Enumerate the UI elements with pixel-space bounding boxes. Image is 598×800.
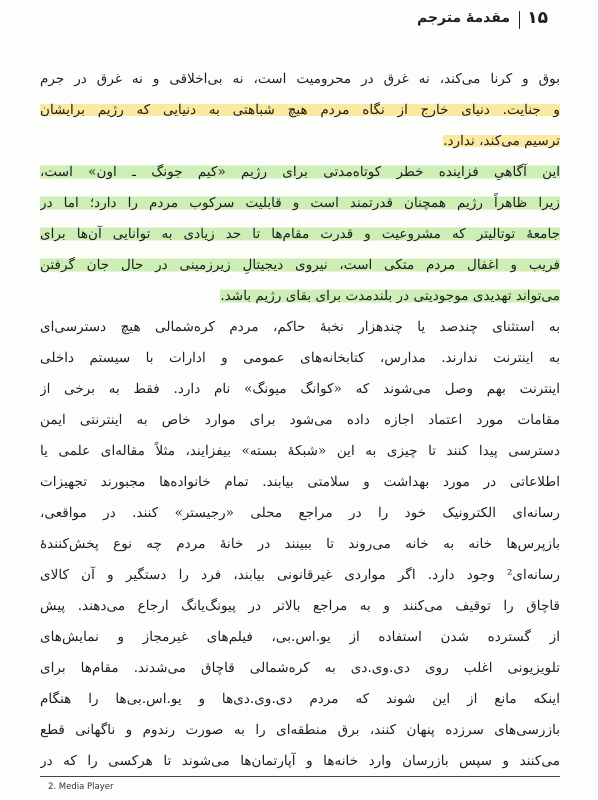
text-line: بوق و کرنا می‌کند، نه غرق در محرومیت است، نه بی‌اخلاقی و نه غرق در جرم	[40, 71, 560, 87]
text-line: بازرسی‌های سرزده پنهان کنند، برق منطقه‌ای را به صورت رندوم و ناگهانی قطع	[40, 722, 560, 738]
page-header	[0, 8, 598, 34]
text-line: اطلاعاتی در مورد بهداشت و سلامتی بیابند. تمام خانواده‌ها مجبورند تجهیزات	[40, 474, 560, 490]
green-highlight: زیرا ظاهراً رژیم همچنان قدرتمند است و قابلیت سرکوب مردم را دارد؛ اما در	[40, 195, 560, 211]
yellow-highlight: ترسیم می‌کند، ندارد.	[443, 133, 560, 149]
footnote-rule	[40, 776, 560, 777]
text-line: بازپرس‌ها خانه به خانه می‌روند تا ببینند در خانهٔ مردم چه نوع پخش‌کنندهٔ	[40, 536, 560, 552]
green-highlight: جامعهٔ توتالیتر که مشروعیت و قدرت مقام‌ها تا حد زیادی به توانایی آن‌ها برای	[40, 226, 560, 242]
text-line	[40, 188, 560, 219]
text-line: اینکه مانع از این شوند که مردم دی.وی.دی‌ها و یو.اس.بی‌ها را هنگام	[40, 691, 560, 707]
text-line	[40, 250, 560, 281]
text-line: مقامات مورد اعتماد اجازه داده می‌شود برای موارد خاص به اینترنتی ایمن	[40, 412, 560, 428]
text-line	[40, 157, 560, 188]
text-line: رسانه‌ای² وجود دارد. اگر مواردی غیرقانونی بیابند، فرد را دستگیر و آن کالای	[40, 567, 560, 583]
text-line: رسانه‌ای الکترونیک خود را در مراجع محلی «رجیستر» کنند. در مواقعی،	[40, 505, 560, 521]
green-highlight: می‌تواند تهدیدی موجودیتی در بلندمدت برای بقای رژیم باشد.	[220, 288, 560, 304]
text-line	[40, 126, 560, 157]
header-separator	[519, 11, 521, 29]
green-highlight: این آگاهیِ فزاینده خطر کوتاه‌مدتی برای رژیم «کیم جونگ ـ اون» است،	[40, 164, 560, 180]
page-number: ۱۵	[527, 8, 548, 28]
text-line: به اینترنت ندارند. مدارس، کتابخانه‌های عمومی و ادارات با سیستم داخلی	[40, 350, 560, 366]
body-text	[40, 64, 560, 777]
text-line	[40, 219, 560, 250]
running-title: مقدمهٔ مترجم	[416, 10, 510, 26]
text-line: می‌کنند و سپس بازرسان وارد خانه‌ها و آپارتمان‌ها می‌شوند تا هرکسی را که در	[40, 753, 560, 769]
text-line: دسترسی پیدا کنند تا چیزی به این «شبکهٔ بسته» بیفزایند، مثلاً مقاله‌ای علمی یا	[40, 443, 560, 459]
footnote: 2. Media Player	[48, 782, 114, 792]
text-line: از گسترده شدن استفاده از یو.اس.بی، فیلم‌های غیرمجاز و نمایش‌های	[40, 629, 560, 645]
text-line: تلویزیونی اغلب روی دی.وی.دی به کره‌شمالی قاچاق می‌شدند. مقام‌ها برای	[40, 660, 560, 676]
text-line	[40, 281, 560, 312]
text-line: قاچاق را توقیف می‌کنند و به مراجع بالاتر در پیونگ‌یانگ ارجاع می‌دهند. پیش	[40, 598, 560, 614]
text-line	[40, 95, 560, 126]
text-line: به استثنای چندصد یا چندهزار نخبهٔ حاکم، مردم کره‌شمالی هیچ دسترسی‌ای	[40, 319, 560, 335]
yellow-highlight: و جنایت. دنیای خارج از نگاه مردم هیچ شباهتی به دنیایی که رژیم برایشان	[40, 102, 560, 118]
text-line: اینترنت بهم وصل می‌شوند که «کوانگ میونگ» نام دارد. فقط به برخی از	[40, 381, 560, 397]
green-highlight: فریب و اغفال مردم متکی است، نیروی دیجیتالِ زیرزمینی در حال جان گرفتن	[40, 257, 560, 273]
